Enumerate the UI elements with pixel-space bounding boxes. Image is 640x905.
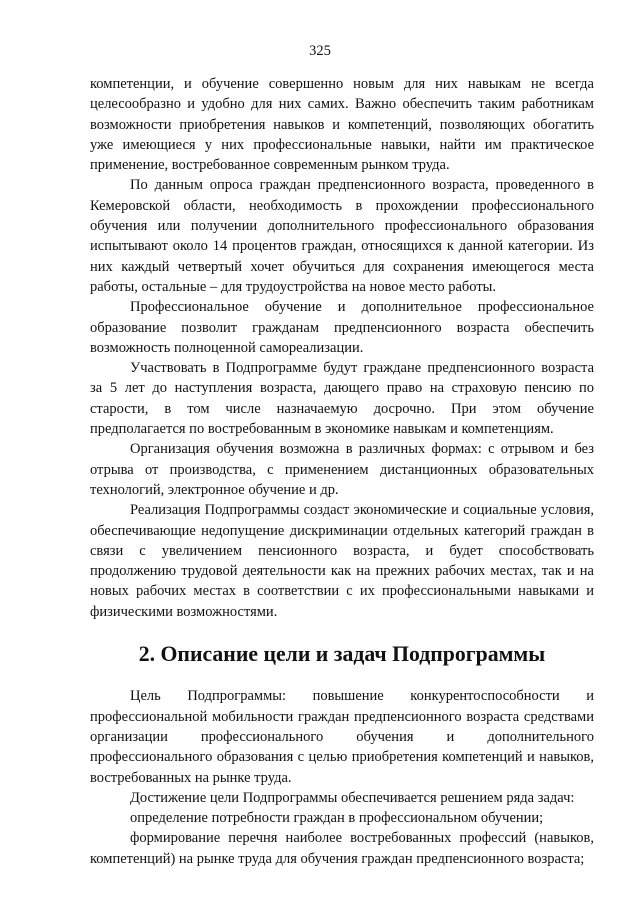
paragraph-participants: Участвовать в Подпрограмме будут граждане предпенсионного возраста за 5 лет до наступления возраста, дающего право на страховую пенсию по старости, в том числе назначаемую досрочно. При этом обучение предполагается по востребованным в экономике навыкам и компетенциям. (90, 360, 594, 438)
paragraph-survey: По данным опроса граждан предпенсионного возраста, проведенного в Кемеровской области, необходимость в прохождении профессионального обучения или получении дополнительного профессионального образования испытывают около 14 процентов граждан, относящихся к данной категории. Из них каждый четвертый хочет обучиться для сохранения имеющегося места работы, остальные – для трудоустройства на новое место работы. (90, 177, 594, 295)
task-item: определение потребности граждан в профессиональном обучении; (130, 810, 544, 827)
paragraph-continuation: компетенции, и обучение совершенно новым для них навыкам не всегда целесообразно и удобно для них самих. Важно обеспечить таким работникам возможности приобретения навыков и компетенций, позволяющих обогатить уже имеющиеся у них профессиональные навыки, найти им практическое применение, востребованное современным рынком труда. (90, 76, 594, 174)
paragraph-training-benefit: Профессиональное обучение и дополнительное профессиональное образование позволит гражданам предпенсионного возраста обеспечить возможность полноценной самореализации. (90, 299, 594, 356)
section-heading: 2. Описание цели и задач Подпрограммы (138, 642, 546, 667)
document-body (90, 74, 594, 869)
task-item: формирование перечня наиболее востребованных профессий (навыков, компетенций) на рынке труда для обучения граждан предпенсионного возраста; (90, 830, 594, 867)
paragraph-training-forms: Организация обучения возможна в различных формах: с отрывом и без отрыва от производства, с применением дистанционных образовательных технологий, электронное обучение и др. (90, 441, 594, 498)
paragraph-implementation: Реализация Подпрограммы создаст экономические и социальные условия, обеспечивающие недопущение дискриминации отдельных категорий граждан в связи с увеличением пенсионного возраста, и будет способствовать продолжению трудовой деятельности как на прежних рабочих местах, так и на новых рабочих местах в соответствии с их профессиональными навыками и физическими возможностями. (90, 502, 594, 620)
page-number: 325 (309, 43, 331, 59)
paragraph-tasks-intro: Достижение цели Подпрограммы обеспечивается решением ряда задач: (130, 789, 575, 806)
paragraph-goal: Цель Подпрограммы: повышение конкурентоспособности и профессиональной мобильности граждан предпенсионного возраста средствами организации профессионального обучения и дополнительного профессионального образования с целью приобретения компетенций и навыков, востребованных на рынке труда. (90, 688, 594, 786)
